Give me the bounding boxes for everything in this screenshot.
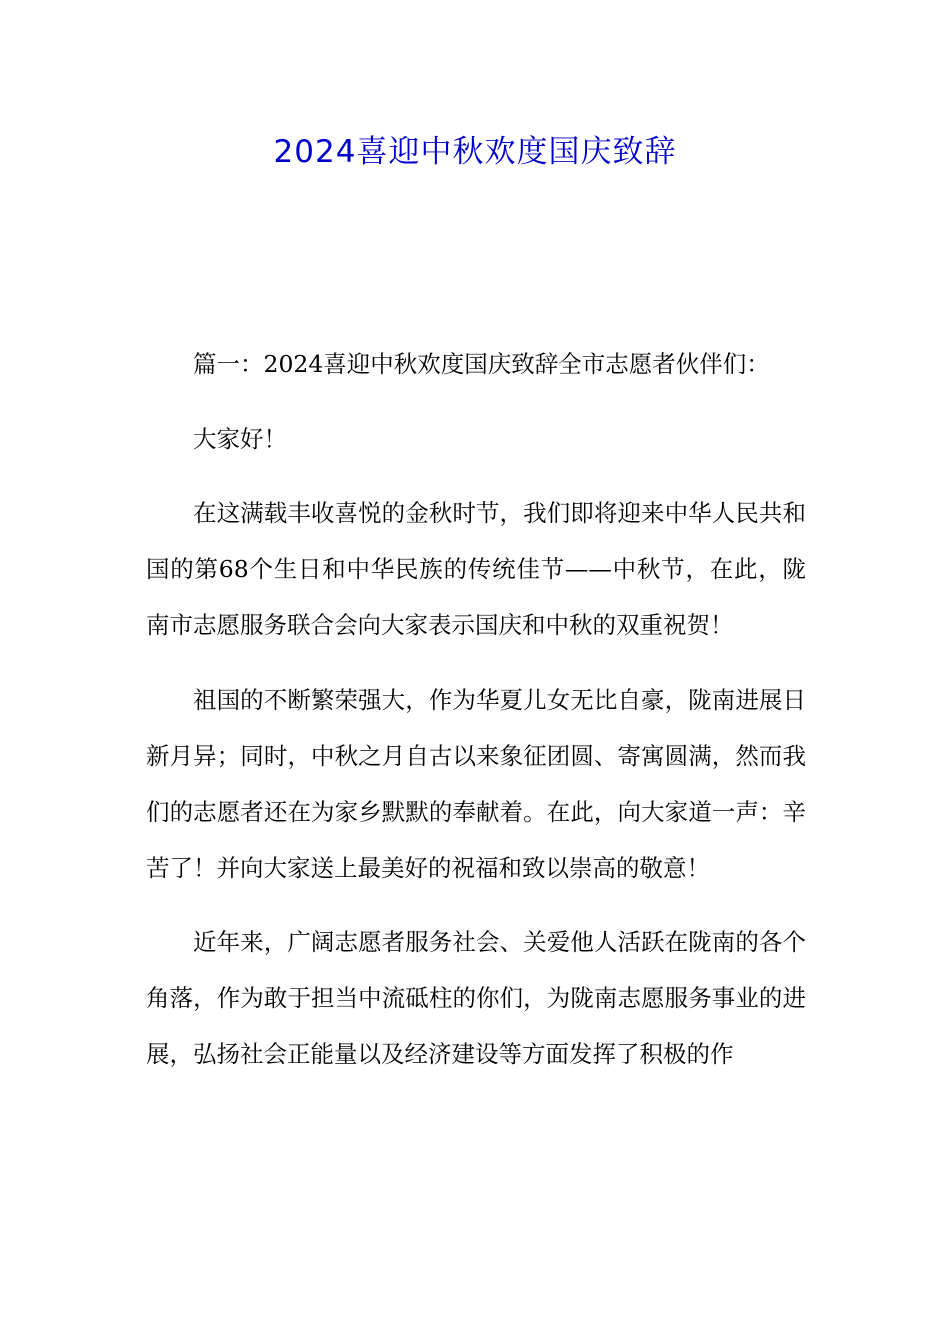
paragraph-2: 大家好！: [193, 424, 287, 453]
paragraph-4: 祖国的不断繁荣强大，作为华夏儿女无比自豪，陇南进展日新月异；同时，中秋之月自古以来象征团圆、寄寓圆满，然而我们的志愿者还在为家乡默默的奉献着。在此，向大家道一声：辛苦了！并向大家送上最美好的祝福和致以崇高的敬意！: [146, 685, 806, 882]
document-title: 2024喜迎中秋欢度国庆致辞: [273, 134, 677, 170]
document-body: [146, 336, 806, 1101]
paragraph-3: 在这满载丰收喜悦的金秋时节，我们即将迎来中华人民共和国的第68个生日和中华民族的传统佳节——中秋节，在此，陇南市志愿服务联合会向大家表示国庆和中秋的双重祝贺！: [146, 499, 806, 639]
paragraph-1: 篇一：2024喜迎中秋欢度国庆致辞全市志愿者伙伴们：: [193, 350, 770, 378]
paragraph-5: 近年来，广阔志愿者服务社会、关爱他人活跃在陇南的各个角落，作为敢于担当中流砥柱的你们，为陇南志愿服务事业的进展，弘扬社会正能量以及经济建设等方面发挥了积极的作: [146, 928, 806, 1068]
